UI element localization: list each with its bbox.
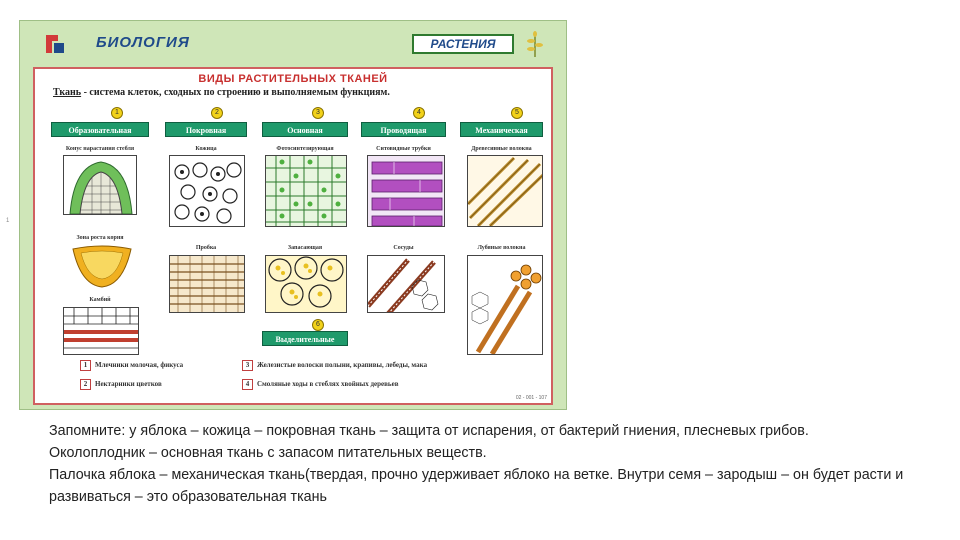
caption-photosynthetic: Фотосинтезирующая — [276, 146, 334, 152]
caption-sieve-tubes: Ситовидные трубки — [376, 146, 431, 152]
illustration-photosynthetic — [265, 155, 347, 227]
illustration-bast-fibers — [467, 255, 543, 355]
tissue-poster — [19, 20, 567, 410]
diagram-title: ВИДЫ РАСТИТЕЛЬНЫХ ТКАНЕЙ — [198, 73, 388, 85]
legend-number: 2 — [80, 379, 91, 390]
illustration-wood-fibers — [467, 155, 543, 227]
legend-item-1 — [80, 360, 183, 371]
illustration-root-zone — [71, 245, 133, 289]
legend-text: Нектарники цветков — [95, 380, 162, 389]
category-secretory: Выделительные — [262, 331, 348, 346]
category-number-5: 5 — [511, 107, 523, 119]
edge-mark: 1 — [6, 218, 10, 224]
category-conducting: Проводящая — [361, 122, 446, 137]
illustration-cork — [169, 255, 245, 313]
note-line-1: Запомните: у яблока – кожица – покровная ткань – защита от испарения, от бактерий гниения, плесневых грибов. — [49, 423, 809, 439]
caption-root-zone: Зона роста корня — [76, 235, 124, 241]
caption-bast-fibers: Лубяные волокна — [477, 245, 526, 251]
category-educational: Образовательная — [51, 122, 149, 137]
category-number-2: 2 — [211, 107, 223, 119]
remember-note — [49, 420, 929, 508]
section-badge: РАСТЕНИЯ — [412, 34, 514, 54]
legend-text: Железистые волоски полыни, крапивы, лебеды, мака — [257, 361, 428, 370]
note-line-2: Околоплодник – основная ткань с запасом питательных веществ. — [49, 445, 487, 461]
category-number-3: 3 — [312, 107, 324, 119]
subject-title: БИОЛОГИЯ — [96, 34, 190, 51]
note-line-3: Палочка яблока – механическая ткань(твердая, прочно удерживает яблоко на ветке. Внутри семя – зародыш – он будет расти и развиваться – это образовательная ткань — [49, 467, 904, 505]
caption-vessels: Сосуды — [393, 245, 414, 251]
category-ground: Основная — [262, 122, 348, 137]
caption-skin: Кожица — [195, 146, 217, 152]
illustration-vessels — [367, 255, 445, 313]
caption-cork: Пробка — [195, 245, 217, 251]
tissue-diagram — [33, 67, 553, 405]
definition-text: - система клеток, сходных по строению и выполняемым функциям. — [81, 87, 390, 98]
caption-stem-cone: Конус нарастания стебля — [65, 146, 135, 152]
tissue-definition — [53, 87, 543, 98]
illustration-storage — [265, 255, 347, 313]
category-mechanical: Механическая — [460, 122, 543, 137]
category-integumentary: Покровная — [165, 122, 247, 137]
legend-number: 1 — [80, 360, 91, 371]
legend-number: 4 — [242, 379, 253, 390]
category-number-6: 6 — [312, 319, 324, 331]
sprout-icon — [524, 29, 546, 59]
caption-wood-fibers: Древесинные волокна — [471, 146, 532, 152]
legend-text: Смоляные ходы в стеблях хвойных деревьев — [257, 380, 399, 389]
category-number-4: 4 — [413, 107, 425, 119]
legend-number: 3 — [242, 360, 253, 371]
definition-term: Ткань — [53, 87, 82, 98]
poster-code: 02 - 001 - 107 — [515, 395, 547, 401]
category-number-1: 1 — [111, 107, 123, 119]
illustration-cambium — [63, 307, 139, 355]
illustration-stem-cone — [63, 155, 137, 215]
legend-item-3 — [242, 360, 427, 371]
poster-header — [20, 21, 566, 65]
legend-item-4 — [242, 379, 399, 390]
illustration-skin — [169, 155, 245, 227]
legend-item-2 — [80, 379, 162, 390]
caption-cambium: Камбий — [89, 297, 111, 303]
logo-icon — [42, 31, 68, 57]
illustration-sieve-tubes — [367, 155, 445, 227]
caption-storage: Запасающая — [287, 245, 323, 251]
legend-text: Млечники молочая, фикуса — [95, 361, 184, 370]
